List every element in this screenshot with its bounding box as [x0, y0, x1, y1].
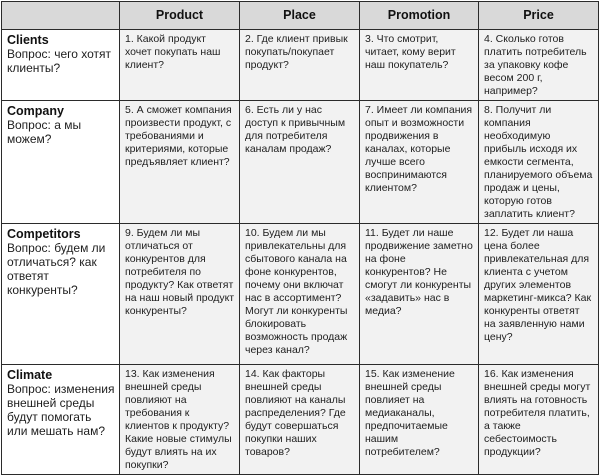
table-cell: 6. Есть ли у нас доступ к привычным для потребителя каналам продаж?: [240, 101, 360, 224]
table-cell: 10. Будем ли мы привлекательны для сбытового канала на фоне конкурентов, почему они включат нас в ассортимент? Могут ли конкуренты блокировать возможность продаж через канал?: [240, 224, 360, 365]
table-cell: 16. Как изменения внешней среды могут влиять на готовность потребителя платить, а также себестоимость продукции?: [479, 365, 599, 475]
row-header-company: [2, 101, 120, 224]
row-question: Вопрос: чего хотят клиенты?: [7, 47, 112, 75]
table-cell: 1. Какой продукт хочет покупать наш клиент?: [120, 30, 240, 101]
table-row-company: [2, 101, 599, 224]
table-cell: 8. Получит ли компания необходимую прибыль исходя их емкости сегмента, планируемого объема продаж и цены, которую готов заплатить клиент?: [479, 101, 599, 224]
column-header-place: Place: [240, 2, 360, 30]
row-title: Competitors: [7, 227, 81, 241]
table-cell: 3. Что смотрит, читает, кому верит наш покупатель?: [360, 30, 479, 101]
table-cell: 13. Как изменения внешней среды повлияют на требования к клиентов к продукту? Какие новые стимулы будут влиять на их покупки?: [120, 365, 240, 475]
row-title: Climate: [7, 368, 53, 382]
corner-cell: [2, 2, 120, 30]
header-row: [2, 2, 599, 30]
marketing-mix-table: [1, 1, 599, 475]
table-cell: 5. А сможет компания произвести продукт, с требованиями и критериями, которые предъявляет клиент?: [120, 101, 240, 224]
table-cell: 2. Где клиент привык покупать/покупает продукт?: [240, 30, 360, 101]
table-cell: 4. Сколько готов платить потребитель за упаковку кофе весом 200 г, например?: [479, 30, 599, 101]
row-header-competitors: [2, 224, 120, 365]
column-header-product: Product: [120, 2, 240, 30]
row-header-climate: [2, 365, 120, 475]
row-question: Вопрос: будем ли отличаться? как ответят конкуренты?: [7, 241, 106, 297]
table-row-climate: [2, 365, 599, 475]
row-header-clients: [2, 30, 120, 101]
row-title: Clients: [7, 33, 49, 47]
table-row-clients: [2, 30, 599, 101]
row-title: Company: [7, 104, 64, 118]
column-header-promotion: Promotion: [360, 2, 479, 30]
table-cell: 9. Будем ли мы отличаться от конкурентов для потребителя по продукту? Как ответят на наш новый продукт конкуренты?: [120, 224, 240, 365]
column-header-price: Price: [479, 2, 599, 30]
table-cell: 14. Как факторы внешней среды повлияют на каналы распределения? Где будут совершаться покупки наших товаров?: [240, 365, 360, 475]
table-row-competitors: [2, 224, 599, 365]
row-question: Вопрос: а мы можем?: [7, 118, 82, 146]
table-cell: 15. Как изменение внешней среды повлияет на медиаканалы, предпочитаемые нашим потребителем?: [360, 365, 479, 475]
table-cell: 12. Будет ли наша цена более привлекательная для клиента с учетом других элементов маркетинг-микса? Как конкуренты ответят на заявленную нами цену?: [479, 224, 599, 365]
table-cell: 11. Будет ли наше продвижение заметно на фоне конкурентов? Не смогут ли конкуренты «задавить» нас в медиа?: [360, 224, 479, 365]
table-cell: 7. Имеет ли компания опыт и возможности продвижения в каналах, которые лучше всего воспринимаются клиентом?: [360, 101, 479, 224]
row-question: Вопрос: изменения внешней среды будут помогать или мешать нам?: [7, 382, 115, 438]
